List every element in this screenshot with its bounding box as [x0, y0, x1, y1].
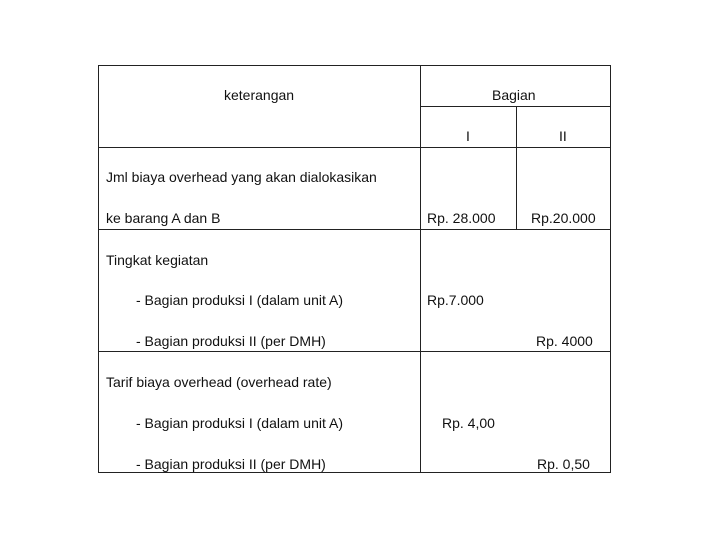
section2-row1-label: - Bagian produksi I (dalam unit A): [136, 292, 343, 308]
header-bottom-border: [98, 147, 610, 148]
section3-row1-value: Rp. 4,00: [442, 415, 495, 431]
section2-title: Tingkat kegiatan: [106, 252, 209, 268]
section3-row2-value: Rp. 0,50: [537, 456, 590, 472]
section1-line2: ke barang A dan B: [106, 210, 221, 226]
section1-bottom-border: [98, 229, 610, 230]
section1-value-ii: Rp.20.000: [531, 210, 596, 226]
table-bottom-border: [98, 472, 610, 473]
subcolumn-divider: [516, 106, 517, 230]
header-bagian: Bagian: [492, 87, 536, 103]
section2-bottom-border: [98, 351, 610, 352]
column-divider: [420, 65, 421, 473]
section1-value-i: Rp. 28.000: [427, 210, 496, 226]
section1-line1: Jml biaya overhead yang akan dialokasikan: [106, 169, 377, 185]
section3-title: Tarif biaya overhead (overhead rate): [106, 374, 332, 390]
header-sub-ii: II: [559, 128, 567, 144]
section3-row2-label: - Bagian produksi II (per DMH): [136, 456, 326, 472]
section3-row1-label: - Bagian produksi I (dalam unit A): [136, 415, 343, 431]
bagian-underline: [420, 106, 610, 107]
section2-row1-value: Rp.7.000: [427, 292, 484, 308]
table-right-border: [610, 65, 611, 473]
section2-row2-value: Rp. 4000: [536, 333, 593, 349]
header-sub-i: I: [466, 128, 470, 144]
table-left-border: [98, 65, 99, 473]
table-top-border: [98, 65, 610, 66]
section2-row2-label: - Bagian produksi II (per DMH): [136, 333, 326, 349]
header-keterangan: keterangan: [224, 87, 295, 103]
